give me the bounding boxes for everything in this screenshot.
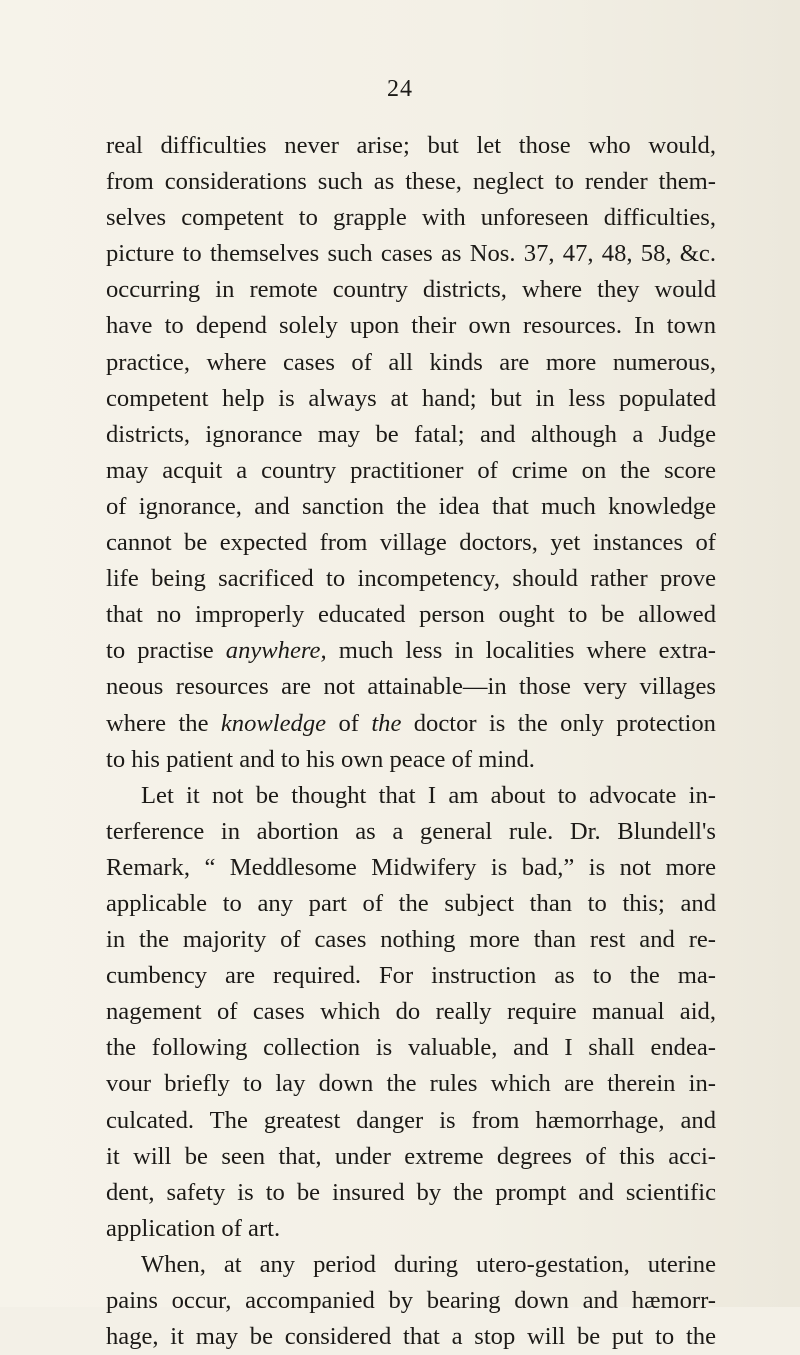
text-line: Let it not be thought that I am about to advocate in-: [141, 781, 716, 809]
text-line: may acquit a country practitioner of crime on the score: [106, 456, 716, 484]
text-line: Remark, “ Meddlesome Midwifery is bad,” is not more: [106, 853, 716, 881]
text-line: When, at any period during utero-gestation, uterine: [141, 1250, 716, 1278]
text-segment: much less in localities where extra-: [326, 637, 716, 665]
text-line: cumbency are required. For instruction as to the ma-: [106, 962, 716, 990]
text-segment: where the: [106, 709, 221, 737]
text-line: the following collection is valuable, and I shall endea-: [106, 1034, 716, 1062]
text-line: competent help is always at hand; but in less populated: [106, 384, 716, 412]
text-line: terference in abortion as a general rule. Dr. Blundell's: [106, 817, 716, 845]
text-line: real difficulties never arise; but let those who would,: [106, 132, 716, 159]
page-number: 24: [387, 76, 413, 102]
body-text: [106, 128, 716, 1355]
text-line: cannot be expected from village doctors, yet instances of: [106, 529, 716, 557]
text-line: practice, where cases of all kinds are more numerous,: [106, 348, 716, 376]
text-line: hage, it may be considered that a stop will be put to the: [106, 1323, 716, 1351]
italic-text: knowledge: [220, 709, 327, 737]
text-line: districts, ignorance may be fatal; and although a Judge: [106, 420, 716, 448]
text-line: of ignorance, and sanction the idea that much knowledge: [106, 492, 716, 520]
text-line: application of art.: [106, 1214, 281, 1242]
text-line: vour briefly to lay down the rules which are therein in-: [106, 1070, 716, 1098]
text-line: to his patient and to his own peace of mind.: [106, 745, 535, 773]
text-line: in the majority of cases nothing more than rest and re-: [106, 926, 716, 954]
text-line: that no improperly educated person ought to be allowed: [106, 601, 716, 629]
text-segment: to practise: [106, 637, 226, 665]
text-line: neous resources are not attainable—in those very villages: [106, 673, 716, 701]
italic-text: the: [371, 709, 402, 737]
text-line: picture to themselves such cases as Nos. 37, 47, 48, 58, &c.: [106, 240, 716, 268]
text-segment: of: [326, 709, 372, 737]
text-line: have to depend solely upon their own resources. In town: [106, 312, 716, 340]
text-line: dent, safety is to be insured by the prompt and scientific: [106, 1178, 716, 1206]
text-line: pains occur, accompanied by bearing down and hæmorr-: [106, 1287, 716, 1314]
text-line: [106, 706, 716, 742]
text-line: occurring in remote country districts, where they would: [106, 276, 716, 304]
text-line: from considerations such as these, neglect to render them-: [106, 168, 716, 196]
text-line: selves competent to grapple with unforeseen difficulties,: [106, 204, 716, 232]
text-line: life being sacrificed to incompetency, should rather prove: [106, 565, 716, 593]
text-line: culcated. The greatest danger is from hæmorrhage, and: [106, 1106, 716, 1134]
text-segment: doctor is the only protection: [401, 709, 716, 737]
text-line: it will be seen that, under extreme degrees of this acci-: [106, 1142, 716, 1170]
text-line: nagement of cases which do really require manual aid,: [106, 998, 716, 1026]
text-line: [106, 633, 716, 669]
italic-text: anywhere,: [225, 637, 327, 665]
text-line: applicable to any part of the subject than to this; and: [106, 889, 716, 917]
